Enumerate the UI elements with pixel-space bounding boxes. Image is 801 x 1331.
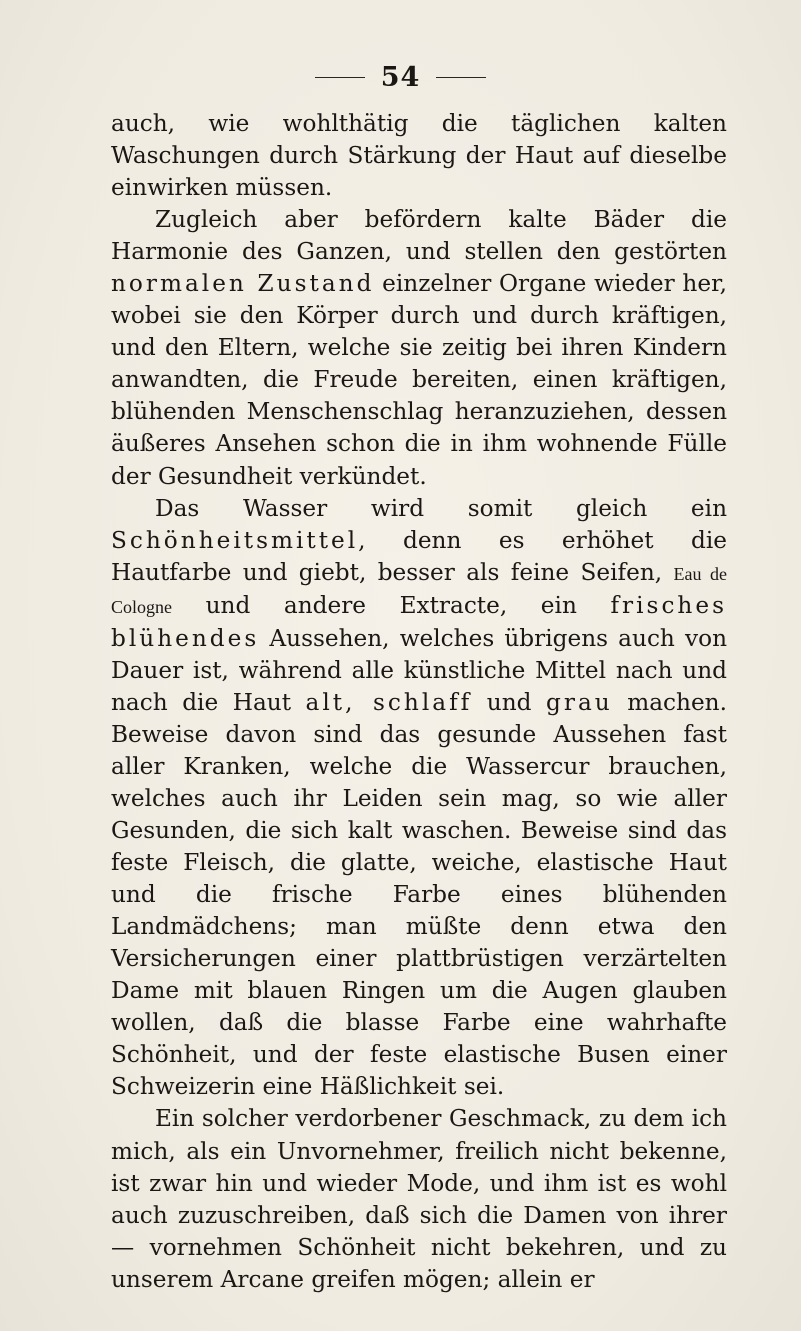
emphasis-normaler-zustand: normalen Zustand (111, 270, 375, 298)
paragraph-1-text: auch, wie wohlthätig die täglichen kalten Waschungen durch Stärkung der Haut auf dieselbe einwirken müssen. (111, 110, 727, 202)
paragraph-3 (111, 493, 727, 1104)
emphasis-grau: grau (546, 688, 613, 716)
paragraph-3-text-e: und (472, 688, 547, 716)
paragraph-3-text-f: machen. Beweise davon sind das gesunde Aussehen fast aller Kranken, welche die Wassercur brauchen, welches auch ihr Leiden sein mag, so wie aller Gesunden, die sich kalt waschen. Beweise sind das feste Fleisch, die glatte, weiche, elastische Haut und die frische Farbe eines blühenden Landmädchens; man müßte denn etwa den Versicherungen einer plattbrüstigen verzärtelten Dame mit blauen Ringen um die Augen glauben wollen, daß die blasse Farbe eine wahrhafte Schönheit, und der feste elastische Busen einer Schweizerin eine Häßlichkeit sei. (111, 688, 727, 1101)
paragraph-2-text-a: Zugleich aber befördern kalte Bäder die Harmonie des Ganzen, und stellen den gestörten (111, 206, 727, 266)
paragraph-3-text-d: Aussehen, welches übrigens auch von Dauer ist, während alle künstliche Mittel nach und nach die Haut (111, 624, 727, 716)
paragraph-3-text-c: und andere Extracte, ein (172, 591, 611, 619)
paragraph-4 (111, 1103, 727, 1295)
body-text (111, 108, 727, 1296)
header-rule-left (315, 77, 365, 78)
paragraph-2-text-b: einzelner Organe wieder her, wobei sie den Körper durch und durch kräftigen, und den Eltern, welche sie zeitig bei ihren Kindern anwandten, die Freude bereiten, einen kräftigen, blühenden Menschenschlag heranzuziehen, dessen äußeres Ansehen schon die in ihm wohnende Fülle der Gesundheit verkündet. (111, 270, 727, 490)
page-header (0, 62, 801, 93)
paragraph-4-text: Ein solcher verdorbener Geschmack, zu dem ich mich, als ein Unvornehmer, freilich nicht bekenne, ist zwar hin und wieder Mode, und ihm ist es wohl auch zuzuschreiben, daß sich die Damen von ihrer — vornehmen Schönheit nicht bekehren, und zu unserem Arcane greifen mögen; allein er (111, 1105, 727, 1293)
emphasis-frisches-bluehendes: frisches blühendes (111, 591, 727, 652)
emphasis-schoenheitsmittel: Schönheitsmittel (111, 526, 359, 554)
paragraph-2 (111, 204, 727, 492)
paragraph-3-text-a: Das Wasser wird somit gleich ein (155, 494, 727, 522)
emphasis-alt-schlaff: alt, schlaff (305, 688, 473, 716)
latin-eau-de-cologne: Eau de Cologne (111, 563, 727, 617)
page-number: 54 (380, 62, 421, 93)
header-rule-right (436, 77, 486, 78)
paragraph-1 (111, 108, 727, 204)
paragraph-3-text-b: , denn es erhöhet die Hautfarbe und giebt, besser als feine Seifen, (111, 526, 727, 586)
